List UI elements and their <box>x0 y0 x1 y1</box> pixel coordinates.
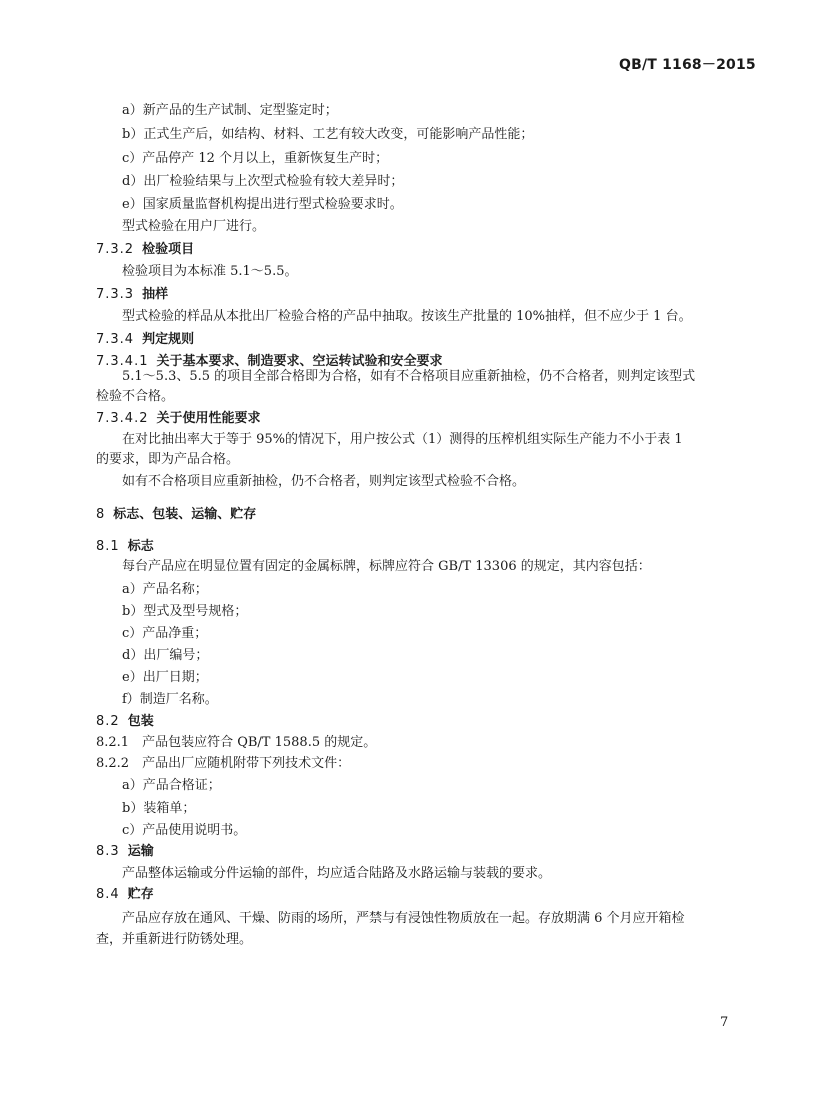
section-number: 8 <box>96 507 106 522</box>
text-line: 每台产品应在明显位置有固定的金属标牌，标牌应符合 GB/T 13306 的规定，其内容包括： <box>122 559 651 574</box>
section-heading <box>96 285 168 305</box>
section-title: 检验项目 <box>142 242 195 257</box>
section-number: 7.3.3 <box>96 287 135 302</box>
section-number: 7.3.2 <box>96 242 135 257</box>
text-line: 检验不合格。 <box>96 389 175 404</box>
section-number: 8.1 <box>96 539 120 554</box>
section-heading <box>96 240 194 260</box>
text-line: a）产品名称； <box>122 582 208 597</box>
section-title: 贮存 <box>127 887 154 902</box>
section-title: 运输 <box>127 844 154 859</box>
text-line: 的要求，即为产品合格。 <box>96 452 240 467</box>
text-line: c）产品使用说明书。 <box>122 823 247 838</box>
section-heading <box>96 409 261 429</box>
text-line: d）出厂编号； <box>122 648 209 663</box>
text-line: 产品应存放在通风、干燥、防雨的场所，严禁与有浸蚀性物质放在一起。存放期满 6 个月应开箱检 <box>122 911 685 926</box>
text-line: f）制造厂名称。 <box>122 692 218 707</box>
page-number: 7 <box>720 1015 729 1030</box>
text-line: 产品整体运输或分件运输的部件，均应适合陆路及水路运输与装载的要求。 <box>122 866 552 881</box>
section-title: 判定规则 <box>142 332 195 347</box>
text-line: 查，并重新进行防锈处理。 <box>96 932 253 947</box>
section-title: 关于基本要求、制造要求、空运转试验和安全要求 <box>156 354 443 369</box>
text-line: 8.2.1 产品包装应符合 QB/T 1588.5 的规定。 <box>96 735 377 750</box>
text-line: c）产品停产 12 个月以上，重新恢复生产时； <box>122 151 389 166</box>
text-line: 型式检验在用户厂进行。 <box>122 219 266 234</box>
section-title: 包装 <box>127 714 154 729</box>
section-number: 7.3.4.2 <box>96 411 149 426</box>
section-heading <box>96 842 154 862</box>
text-line: a）新产品的生产试制、定型鉴定时； <box>122 103 338 118</box>
standard-code: QB/T 1168－2015 <box>619 57 756 73</box>
section-number: 8.4 <box>96 887 120 902</box>
section-title: 标志、包装、运输、贮存 <box>113 507 257 522</box>
text-line: c）产品净重； <box>122 626 208 641</box>
text-line: 5.1～5.3、5.5 的项目全部合格即为合格，如有不合格项目应重新抽检，仍不合格者，则判定该型式 <box>122 369 696 384</box>
text-line: b）装箱单； <box>122 801 196 816</box>
text-line: 8.2.2 产品出厂应随机附带下列技术文件： <box>96 756 351 771</box>
section-heading <box>96 712 154 732</box>
section-heading <box>96 505 256 525</box>
text-line: 检验项目为本标准 5.1～5.5。 <box>122 264 298 279</box>
section-number: 8.2 <box>96 714 120 729</box>
section-number: 7.3.4 <box>96 332 135 347</box>
text-line: 型式检验的样品从本批出厂检验合格的产品中抽取。按该生产批量的 10%抽样，但不应少于 1 台。 <box>122 309 692 324</box>
text-line: d）出厂检验结果与上次型式检验有较大差异时； <box>122 174 404 189</box>
text-line: e）出厂日期； <box>122 670 208 685</box>
text-line: 如有不合格项目应重新抽检，仍不合格者，则判定该型式检验不合格。 <box>122 474 526 489</box>
text-line: 在对比抽出率大于等于 95%的情况下，用户按公式（1）测得的压榨机组实际生产能力不小于表 1 <box>122 432 683 447</box>
section-title: 抽样 <box>142 287 169 302</box>
text-line: a）产品合格证； <box>122 778 221 793</box>
section-heading <box>96 330 194 350</box>
text-line: e）国家质量监督机构提出进行型式检验要求时。 <box>122 197 403 212</box>
section-number: 8.3 <box>96 844 120 859</box>
text-line: b）型式及型号规格； <box>122 604 248 619</box>
section-title: 关于使用性能要求 <box>156 411 261 426</box>
section-heading <box>96 885 154 905</box>
text-line: b）正式生产后，如结构、材料、工艺有较大改变，可能影响产品性能； <box>122 127 534 142</box>
section-heading <box>96 537 154 557</box>
section-title: 标志 <box>127 539 154 554</box>
section-number: 7.3.4.1 <box>96 354 149 369</box>
